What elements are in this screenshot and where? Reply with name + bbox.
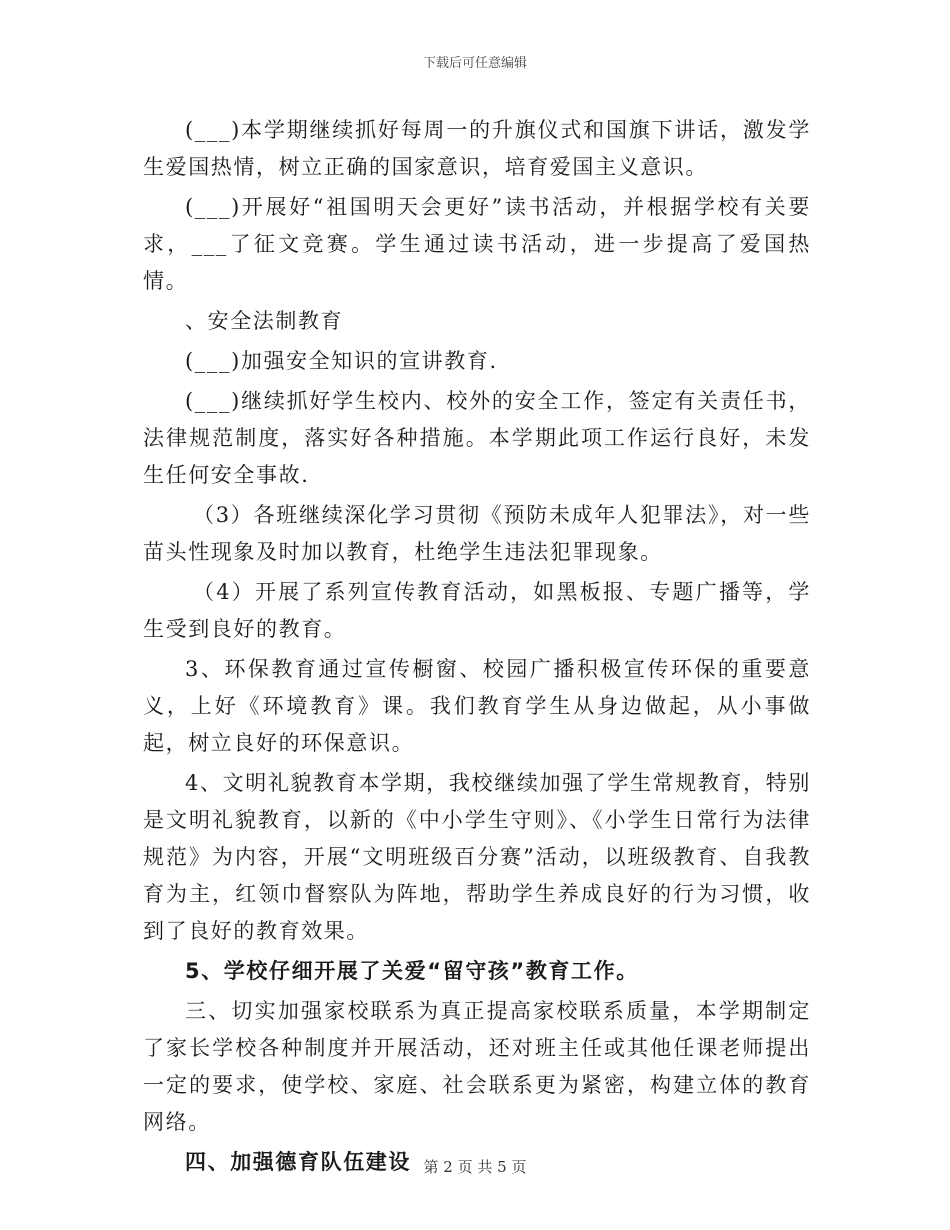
section-heading-safety-law: 、安全法制教育: [185, 309, 344, 333]
page-footer: 第 2 页 共 5 页: [423, 1158, 527, 1176]
paragraph-etiquette: 4、文明礼貌教育本学期，我校继续加强了学生常规教育，特别是文明礼貌教育，以新的《中小学生守则》、《小学生日常行为法律规范》为内容，开展“文明班级百分赛”活动，以班级教育、自我教育为主，红领巾督察队为阵地，帮助学生养成良好的行为习惯，收到了良好的教育效果。: [143, 771, 811, 943]
paragraph-crime-prevention: （3）各班继续深化学习贯彻《预防未成年人犯罪法》，对一些苗头性现象及时加以教育，杜绝学生违法犯罪现象。: [143, 503, 811, 564]
page-header: 下载后可任意编辑: [422, 56, 527, 71]
paragraph-environment: 3、环保教育通过宣传橱窗、校园广播积极宣传环保的重要意义，上好《环境教育》课。我们教育学生从身边做起，从小事做起，树立良好的环保意识。: [143, 657, 811, 755]
paragraph-flag-ceremony: (___)本学期继续抓好每周一的升旗仪式和国旗下讲话，激发学生爱国热情，树立正确的国家意识，培育爱国主义意识。: [143, 118, 811, 179]
paragraph-safety-work: (___)继续抓好学生校内、校外的安全工作，签定有关责任书，法律规范制度，落实好各种措施。本学期此项工作运行良好，未发生任何安全事故.: [143, 389, 811, 487]
paragraph-safety-knowledge: (___)加强安全知识的宣讲教育.: [185, 349, 498, 373]
document-body: [143, 112, 811, 1184]
paragraph-publicity: （4）开展了系列宣传教育活动，如黑板报、专题广播等，学生受到良好的教育。: [143, 580, 811, 641]
heading-left-behind-children: 5、学校仔细开展了关爱“留守孩”教育工作。: [185, 959, 639, 983]
paragraph-reading-activity: (___)开展好“祖国明天会更好”读书活动，并根据学校有关要求，___了征文竞赛。学生通过读书活动，进一步提高了爱国热情。: [143, 195, 811, 293]
heading-moral-team: 四、加强德育队伍建设: [185, 1150, 411, 1174]
paragraph-home-school: 三、切实加强家校联系为真正提高家校联系质量，本学期制定了家长学校各种制度并开展活动，还对班主任或其他任课老师提出一定的要求，使学校、家庭、社会联系更为紧密，构建立体的教育网络。: [143, 999, 811, 1134]
